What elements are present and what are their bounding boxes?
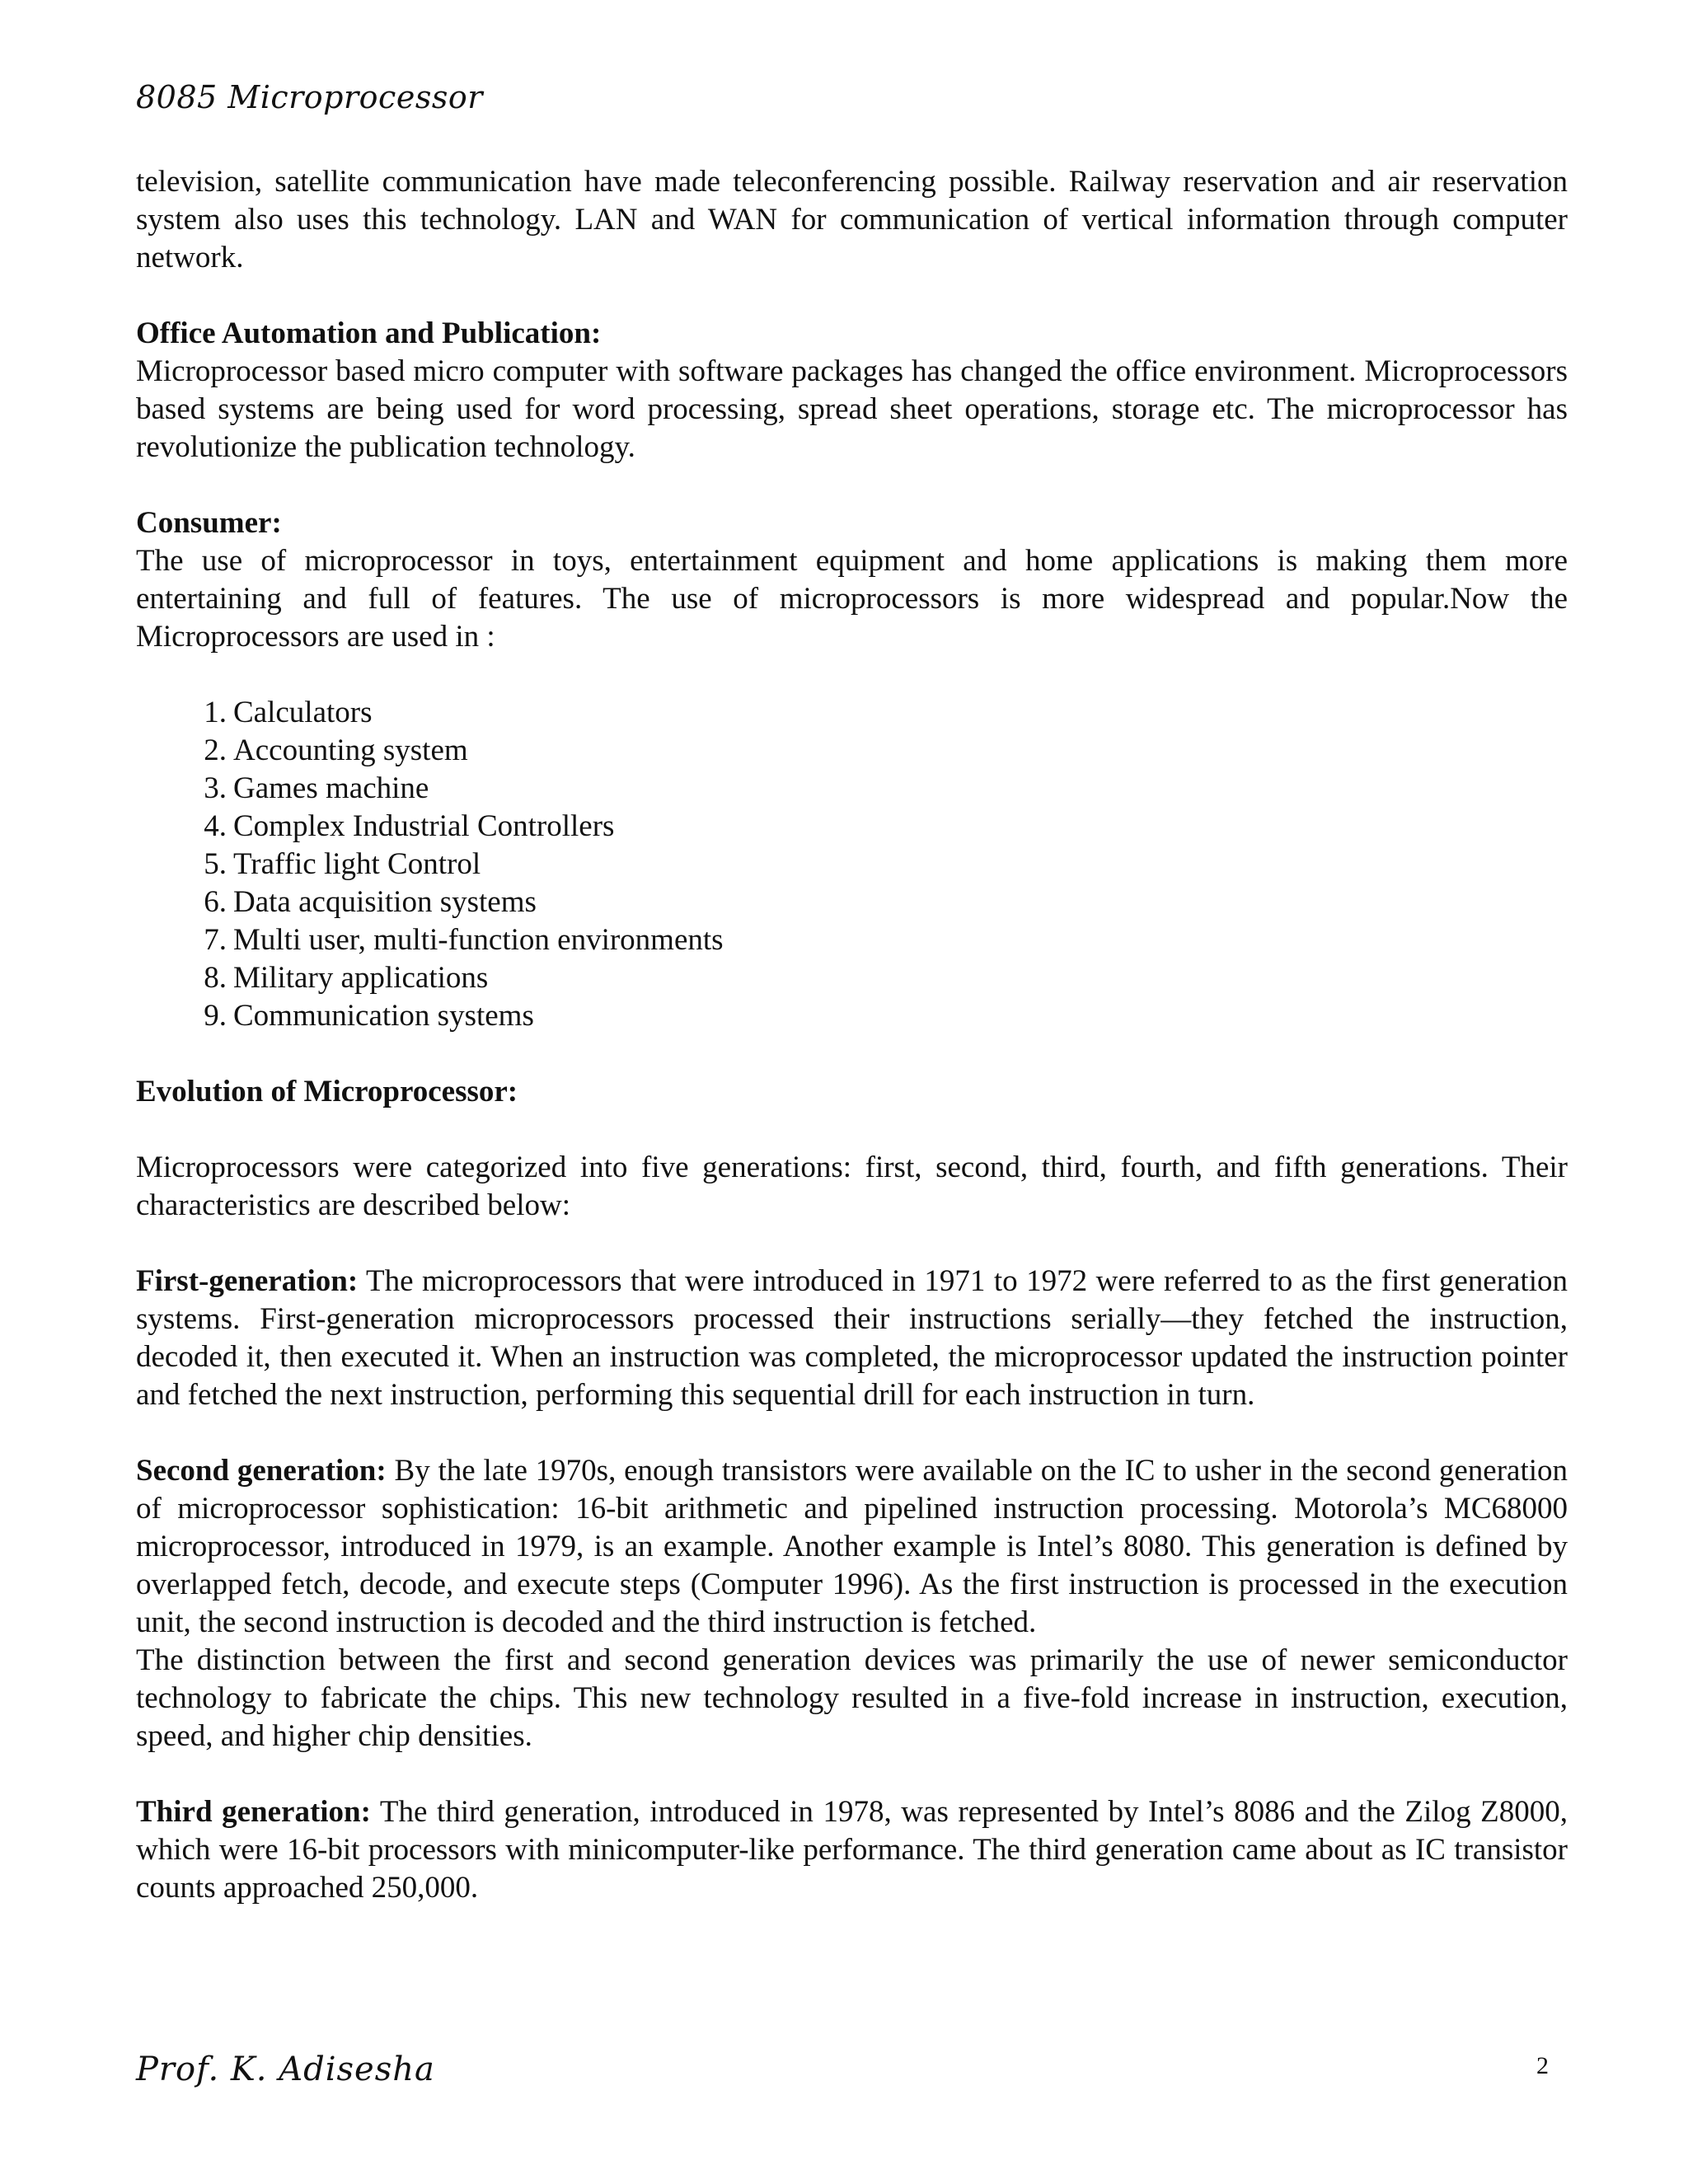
third-generation-label: Third generation: [136, 1795, 371, 1829]
evolution-heading: Evolution of Microprocessor: [136, 1075, 518, 1108]
consumer-heading: Consumer: [136, 506, 282, 540]
list-item: 1. Calculators [204, 696, 373, 729]
first-generation-paragraph: First-generation: The microprocessors that were introduced in 1971 to 1972 were referred to as the first generation systems. First-generation microprocessors processed their instructions serially—they fetched the instruction, decoded it, then executed it. When an instruction was completed, the microprocessor updated the instruction pointer and fetched the next instruction, performing this sequential drill for each instruction in turn. [136, 1264, 1568, 1412]
page-number: 2 [1536, 2052, 1549, 2079]
footer-author: Prof. K. Adisesha [136, 2050, 435, 2088]
list-item: 2. Accounting system [204, 733, 468, 767]
second-generation-label: Second generation: [136, 1454, 387, 1488]
list-item: 7. Multi user, multi-function environments [204, 923, 724, 957]
consumer-applications-list [136, 694, 1568, 1035]
running-header-title: 8085 Microprocessor [136, 79, 483, 115]
list-item: 9. Communication systems [204, 999, 534, 1033]
consumer-paragraph: The use of microprocessor in toys, entertainment equipment and home applications is making them more entertaining and full of features. The use of microprocessors is more widespread and popular.Now the Microprocessors are used in : [136, 544, 1568, 654]
second-generation-paragraph: Second generation: By the late 1970s, enough transistors were available on the IC to usher in the second generation of microprocessor sophistication: 16-bit arithmetic and pipelined instruction processing. Motorola’s MC68000 microprocessor, introduced in 1979, is an example. Another example is Intel’s 8080. This generation is defined by overlapped fetch, decode, and execute steps (Computer 1996). As the first instruction is processed in the execution unit, the second instruction is decoded and the third instruction is fetched. [136, 1454, 1568, 1639]
list-item: 3. Games machine [204, 771, 429, 805]
evolution-paragraph: Microprocessors were categorized into five generations: first, second, third, fourth, and fifth generations. Their characteristics are described below: [136, 1151, 1568, 1222]
first-generation-label: First-generation: [136, 1264, 359, 1298]
office-automation-heading: Office Automation and Publication: [136, 316, 602, 350]
list-item: 4. Complex Industrial Controllers [204, 809, 615, 843]
third-generation-paragraph: Third generation: The third generation, introduced in 1978, was represented by Intel’s 8086 and the Zilog Z8000, which were 16-bit processors with minicomputer-like performance. The third generation came about as IC transistor counts approached 250,000. [136, 1795, 1568, 1905]
page-content [136, 163, 1568, 1907]
list-item: 5. Traffic light Control [204, 847, 481, 881]
list-item: 6. Data acquisition systems [204, 885, 537, 919]
second-generation-paragraph-2: The distinction between the first and second generation devices was primarily the use of newer semiconductor technology to fabricate the chips. This new technology resulted in a five-fold increase in instruction, execution, speed, and higher chip densities. [136, 1643, 1568, 1753]
list-item: 8. Military applications [204, 961, 489, 995]
office-automation-paragraph: Microprocessor based micro computer with software packages has changed the office environment. Microprocessors based systems are being used for word processing, spread sheet operations, storage etc. The microprocessor has revolutionize the publication technology. [136, 354, 1568, 464]
intro-paragraph: television, satellite communication have made teleconferencing possible. Railway reservation and air reservation system also uses this technology. LAN and WAN for communication of vertical information through computer network. [136, 165, 1568, 274]
